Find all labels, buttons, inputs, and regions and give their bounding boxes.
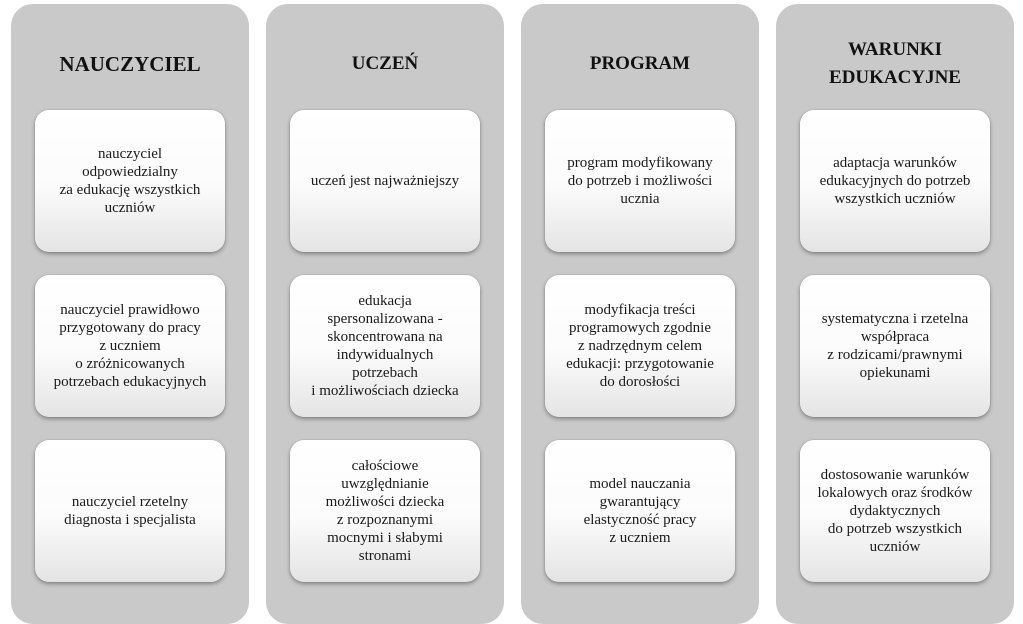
content-box: całościowe uwzględnianie możliwości dziecka z rozpoznanymi mocnymi i słabymi stronami [290, 440, 480, 582]
content-box: uczeń jest najważniejszy [290, 110, 480, 252]
content-box: nauczyciel rzetelny diagnosta i specjalista [35, 440, 225, 582]
column-uczen [266, 4, 504, 624]
column-header: WARUNKI EDUKACYJNE [829, 39, 961, 88]
content-box: dostosowanie warunków lokalowych oraz środków dydaktycznych do potrzeb wszystkich uczniów [800, 440, 990, 582]
content-box: systematyczna i rzetelna współpraca z rodzicami/prawnymi opiekunami [800, 275, 990, 417]
column-nauczyciel [11, 4, 249, 624]
content-box: nauczyciel odpowiedzialny za edukację wszystkich uczniów [35, 110, 225, 252]
content-box: model nauczania gwarantujący elastyczność pracy z uczniem [545, 440, 735, 582]
content-box: edukacja spersonalizowana - skoncentrowana na indywidualnych potrzebach i możliwościach dziecka [290, 275, 480, 417]
column-program [521, 4, 759, 624]
column-warunki-edukacyjne [776, 4, 1014, 624]
column-header: PROGRAM [589, 53, 691, 74]
content-box: nauczyciel prawidłowo przygotowany do pracy z uczniem o zróżnicowanych potrzebach edukacyjnych [35, 275, 225, 417]
column-header: UCZEŃ [351, 53, 419, 74]
content-box: modyfikacja treści programowych zgodnie z nadrzędnym celem edukacji: przygotowanie do dorosłości [545, 275, 735, 417]
column-header: NAUCZYCIEL [59, 52, 201, 76]
content-box: adaptacja warunków edukacyjnych do potrzeb wszystkich uczniów [800, 110, 990, 252]
content-box: program modyfikowany do potrzeb i możliwości ucznia [545, 110, 735, 252]
